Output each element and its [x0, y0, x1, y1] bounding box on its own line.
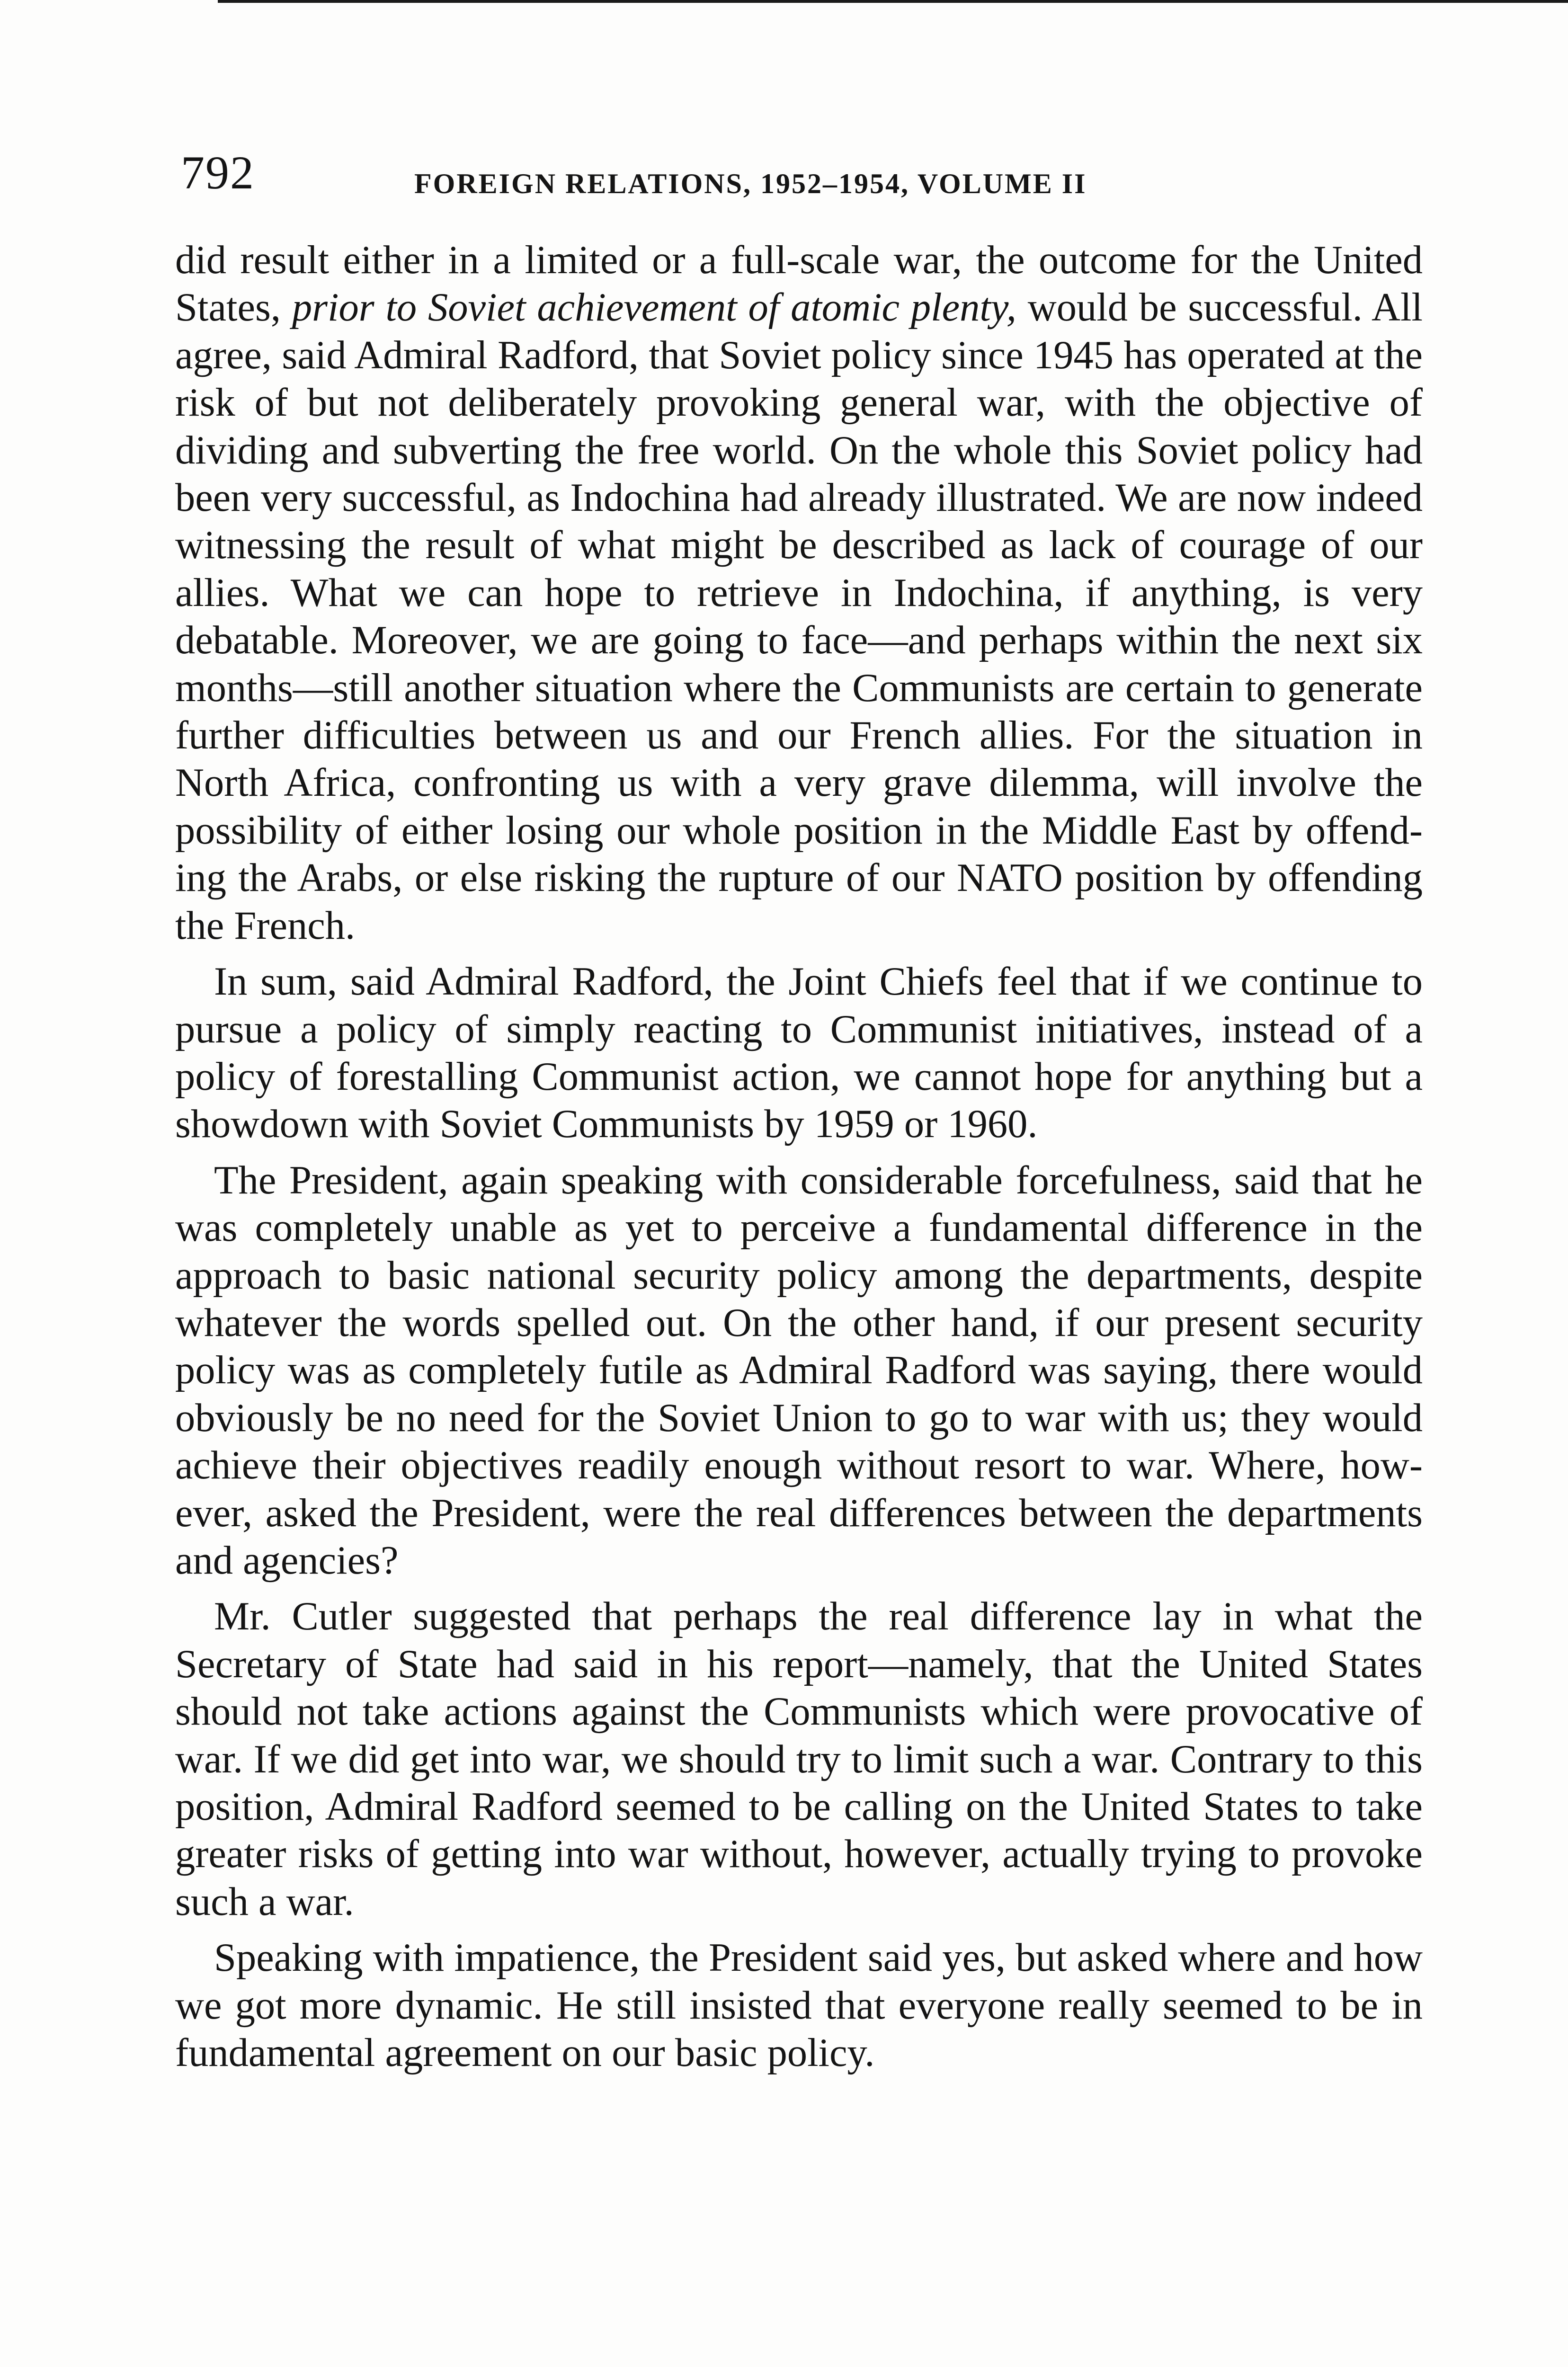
paragraph-1-text-a: did result either in a limited or a full-scale war, the outcome for the United States, [175, 238, 1423, 330]
running-head: FOREIGN RELATIONS, 1952–1954, VOLUME II [414, 168, 1087, 199]
paragraph-1 [175, 237, 1423, 950]
paragraph-2: In sum, said Admiral Radford, the Joint Chiefs feel that if we continue to pursue a policy of simply reacting to Communist initiatives, instead of a policy of forestalling Communist action, we cannot hope for anything but a showdown with Soviet Communists by 1959 or 1960. [175, 960, 1423, 1147]
page-number: 792 [181, 146, 255, 199]
paragraph-3: The President, again speaking with considerable forcefulness, said that he was completely unable as yet to perceive a fundamental difference in the approach to basic national security policy among the departments, despite whatever the words spelled out. On the other hand, if our present security policy was as completely futile as Admiral Radford was saying, there would obviously be no need for the Soviet Union to go to war with us; they would achieve their objectives readily enough without resort to war. Where, however, asked the President, were the real differences between the departments and agencies? [175, 1158, 1423, 1583]
body-text [175, 237, 1423, 2077]
paragraph-5: Speaking with impatience, the President said yes, but asked where and how we got more dynamic. He still insisted that everyone really seemed to be in fundamental agreement on our basic policy. [175, 1936, 1423, 2075]
paragraph-4: Mr. Cutler suggested that perhaps the real difference lay in what the Secretary of State had said in his report—namely, that the United States should not take actions against the Communists which were provocative of war. If we did get into war, we should try to limit such a war. Contrary to this position, Admiral Radford seemed to be calling on the United States to take greater risks of getting into war without, however, actually trying to provoke such a war. [175, 1594, 1423, 1924]
page-header [175, 142, 1425, 204]
paragraph-1-italic: prior to Soviet achievement of atomic plenty, [292, 285, 1016, 330]
paragraph-1-text-b: would be successful. All agree, said Admiral Radford, that Soviet policy since 1945 has operated at the risk of but not deliberately provoking general war, with the objective of dividing and subverting the free world. On the whole this Soviet policy had been very successful, as Indochina had already illustrated. We are now indeed witnessing the result of what might be described as lack of courage of our allies. What we can hope to retrieve in Indochina, if anything, is very debatable. Moreover, we are going to face—and perhaps within the next six months—still another situation where the Communists are certain to generate further difficulties between us and our French allies. For the situation in North Africa, confronting us with a very grave dilemma, will involve the possibility of either losing our whole position in the Middle East by offending the Arabs, or else risking the rupture of our NATO position by offending the French. [175, 285, 1423, 948]
top-edge-rule [218, 0, 1568, 3]
